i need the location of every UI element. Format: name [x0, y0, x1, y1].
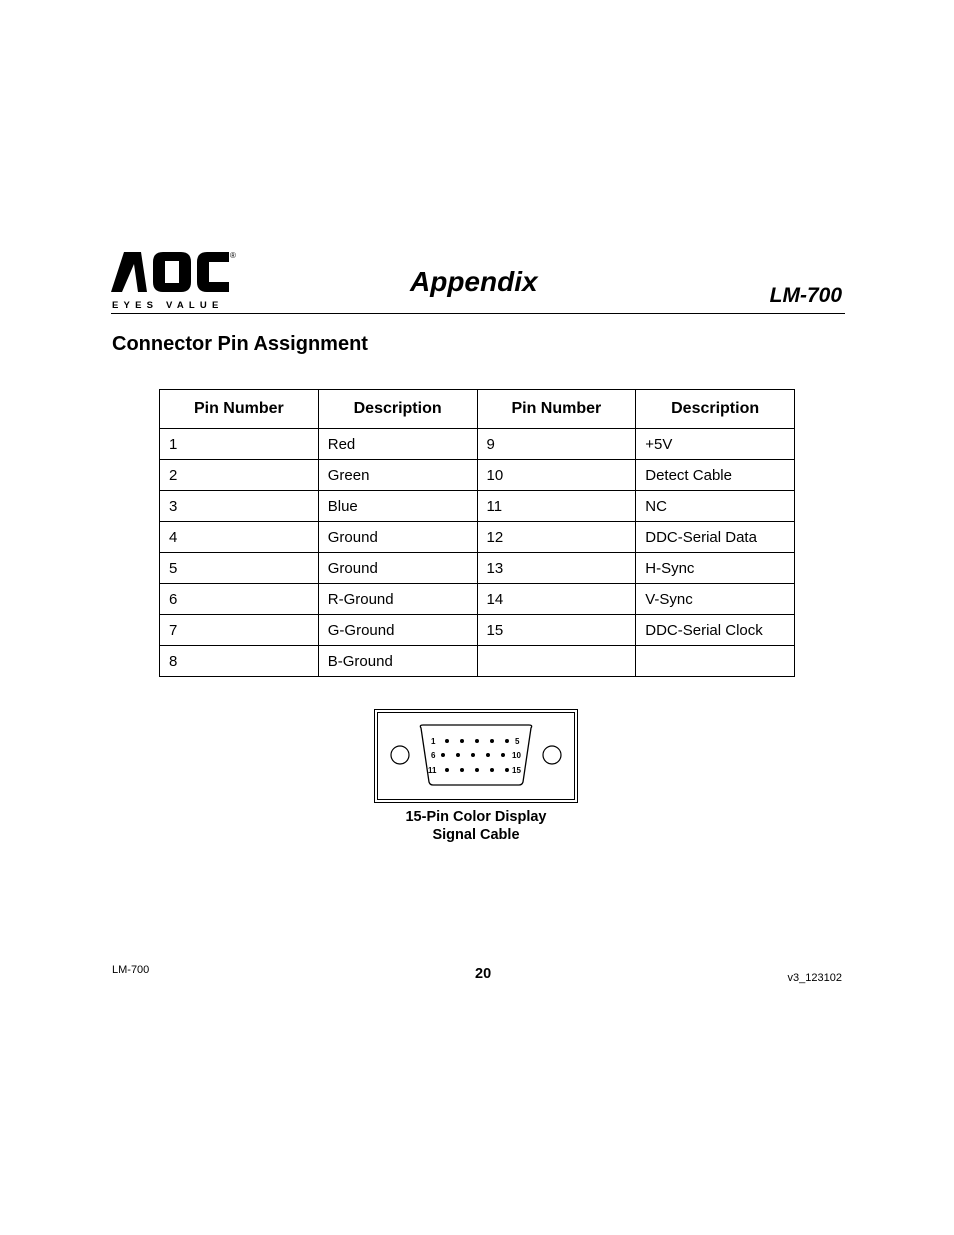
table-cell: 12	[477, 522, 636, 553]
header-description-1: Description	[318, 390, 477, 429]
table-cell: 8	[160, 646, 319, 677]
caption-line-2: Signal Cable	[432, 827, 520, 843]
table-cell: 11	[477, 491, 636, 522]
vga-connector-diagram	[374, 709, 578, 803]
table-cell: R-Ground	[318, 584, 477, 615]
header-pin-number-1: Pin Number	[160, 390, 319, 429]
header-pin-number-2: Pin Number	[477, 390, 636, 429]
table-cell: 4	[160, 522, 319, 553]
aoc-logo	[111, 250, 241, 312]
table-cell: +5V	[636, 429, 795, 460]
table-cell: Green	[318, 460, 477, 491]
table-cell: Ground	[318, 553, 477, 584]
table-row	[160, 646, 795, 677]
table-row	[160, 522, 795, 553]
table-cell	[477, 646, 636, 677]
footer-version: v3_123102	[787, 972, 842, 984]
table-cell: 9	[477, 429, 636, 460]
table-cell: 3	[160, 491, 319, 522]
pin-label-10: 10	[512, 751, 521, 760]
table-cell: Blue	[318, 491, 477, 522]
table-cell: 15	[477, 615, 636, 646]
caption-line-1: 15-Pin Color Display	[405, 809, 547, 825]
table-row	[160, 615, 795, 646]
table-cell: Detect Cable	[636, 460, 795, 491]
table-cell: Red	[318, 429, 477, 460]
table-cell: 13	[477, 553, 636, 584]
model-name: LM-700	[769, 284, 842, 307]
header-description-2: Description	[636, 390, 795, 429]
vga-connector-drawing	[374, 709, 578, 803]
header-divider	[111, 313, 845, 314]
table-cell: 10	[477, 460, 636, 491]
table-cell: 6	[160, 584, 319, 615]
table-cell: 14	[477, 584, 636, 615]
table-cell	[636, 646, 795, 677]
aoc-logo-mark	[111, 250, 231, 294]
logo-tagline: EYES VALUE	[112, 300, 224, 311]
page-number: 20	[475, 966, 492, 982]
pin-label-15: 15	[512, 766, 521, 775]
table-cell: 1	[160, 429, 319, 460]
pin-label-1: 1	[431, 737, 436, 746]
table-row	[160, 429, 795, 460]
table-cell: H-Sync	[636, 553, 795, 584]
table-cell: 5	[160, 553, 319, 584]
table-cell: V-Sync	[636, 584, 795, 615]
table-cell: G-Ground	[318, 615, 477, 646]
connector-caption	[374, 808, 578, 844]
table-header-row	[160, 390, 795, 429]
section-title: Connector Pin Assignment	[112, 333, 368, 355]
table-row	[160, 460, 795, 491]
registered-mark: ®	[230, 251, 236, 260]
table-row	[160, 584, 795, 615]
table-cell: 7	[160, 615, 319, 646]
pin-label-5: 5	[515, 737, 520, 746]
page-title: Appendix	[410, 266, 538, 297]
table-cell: 2	[160, 460, 319, 491]
pin-label-11: 11	[428, 766, 437, 775]
table-cell: B-Ground	[318, 646, 477, 677]
footer-model: LM-700	[112, 964, 150, 976]
mounting-screw-right	[543, 746, 561, 764]
mounting-screw-left	[391, 746, 409, 764]
table-row	[160, 553, 795, 584]
table-cell: DDC-Serial Data	[636, 522, 795, 553]
table-row	[160, 491, 795, 522]
table-cell: Ground	[318, 522, 477, 553]
pin-label-6: 6	[431, 751, 436, 760]
pin-assignment-table	[159, 389, 795, 677]
table-cell: DDC-Serial Clock	[636, 615, 795, 646]
table-cell: NC	[636, 491, 795, 522]
